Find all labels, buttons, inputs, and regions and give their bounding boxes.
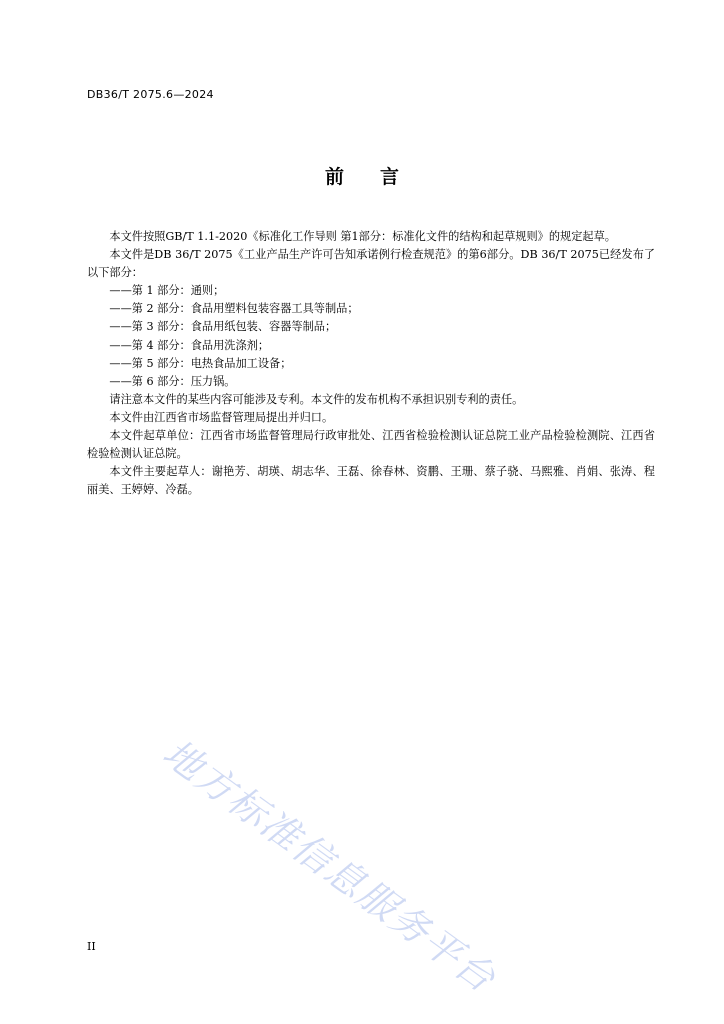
document-code: DB36/T 2075.6—2024	[87, 88, 214, 101]
paragraph-standard-basis: 本文件按照GB/T 1.1-2020《标准化工作导则 第1部分：标准化文件的结构和起草规则》的规定起草。	[109, 230, 616, 243]
list-item-part-6: ——第 6 部分：压力锅。	[109, 374, 236, 388]
preface-body	[87, 228, 655, 499]
paragraph-drafters: 本文件主要起草人：谢艳芳、胡瑛、胡志华、王磊、徐春林、资鹏、王珊、蔡子骁、马熙雅、肖娟、张涛、程丽美、王婷婷、冷磊。	[87, 465, 655, 497]
list-item-part-1: ——第 1 部分：通则；	[109, 284, 225, 298]
paragraph-proposer: 本文件由江西省市场监督管理局提出并归口。	[109, 410, 334, 424]
paragraph-series-intro: 本文件是DB 36/T 2075《工业产品生产许可告知承诺例行检查规范》的第6部分。DB 36/T 2075已经发布了以下部分：	[87, 248, 655, 280]
title-char-2: 言	[380, 166, 400, 188]
page-number: II	[87, 940, 96, 953]
title-char-1: 前	[324, 166, 344, 188]
paragraph-drafting-units: 本文件起草单位：江西省市场监督管理局行政审批处、江西省检验检测认证总院工业产品检验检测院、江西省检验检测认证总院。	[87, 429, 655, 461]
watermark-text: 地方标准信息服务平台	[155, 730, 505, 1002]
page-title	[0, 162, 724, 189]
list-item-part-4: ——第 4 部分：食品用洗涤剂；	[109, 338, 270, 352]
list-item-part-3: ——第 3 部分：食品用纸包装、容器等制品；	[109, 320, 337, 334]
list-item-part-2: ——第 2 部分：食品用塑料包装容器工具等制品；	[109, 302, 359, 316]
list-item-part-5: ——第 5 部分：电热食品加工设备；	[109, 356, 292, 370]
paragraph-patent-notice: 请注意本文件的某些内容可能涉及专利。本文件的发布机构不承担识别专利的责任。	[109, 392, 524, 406]
